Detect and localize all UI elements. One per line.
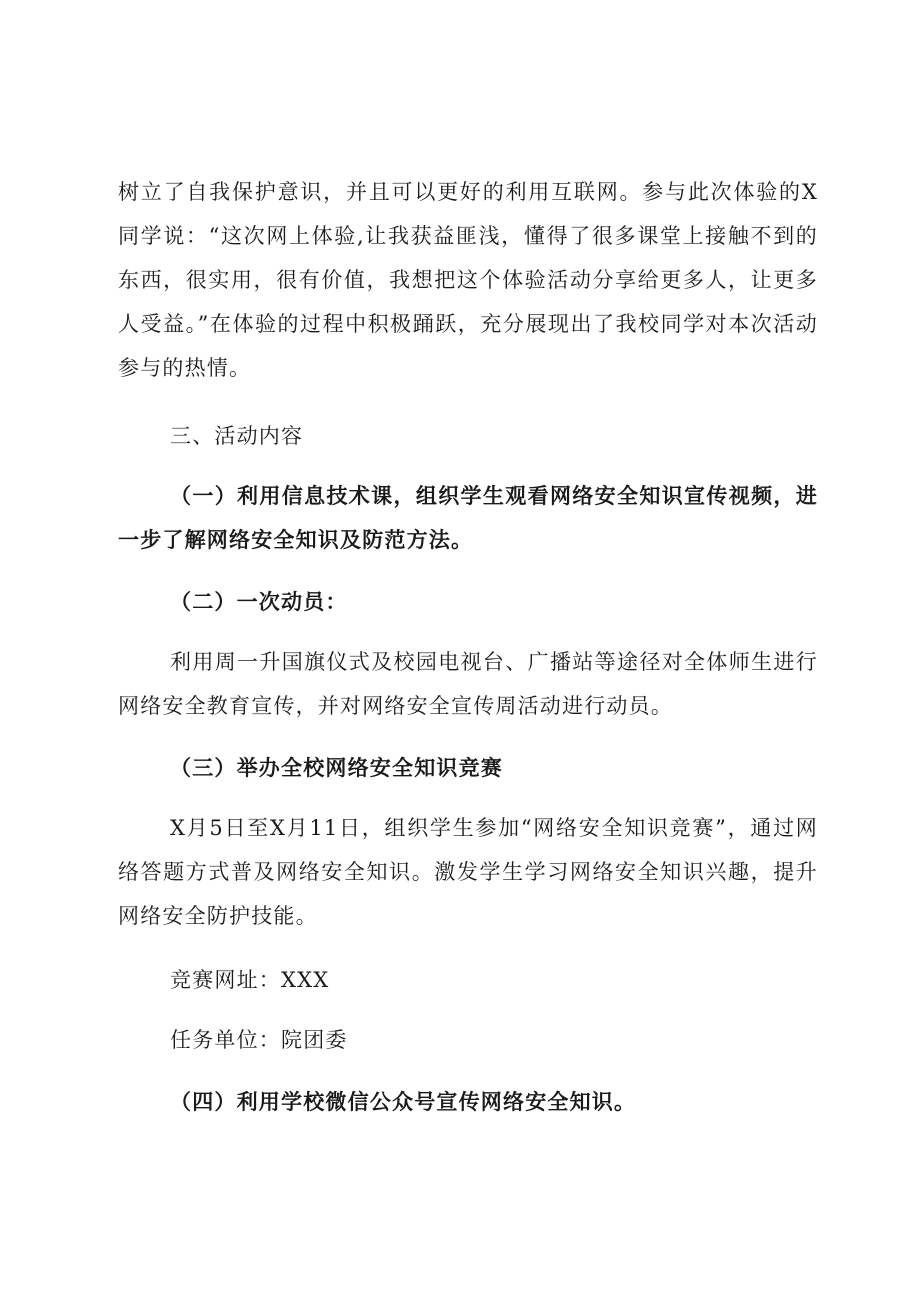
paragraph-mobilization: 利用周一升国旗仪式及校园电视台、广播站等途径对全体师生进行网络安全教育宣传，并对网络安全宣传周活动进行动员。 bbox=[118, 650, 818, 718]
subsection-knowledge-contest: （三）举办全校网络安全知识竞赛 bbox=[170, 755, 503, 780]
subsection-info-tech-class: （一）利用信息技术课，组织学生观看网络安全知识宣传视频，进一步了解网络安全知识及防范方法。 bbox=[118, 483, 818, 552]
paragraph-contest-details: X月5日至X月11日，组织学生参加“网络安全知识竞赛”，通过网络答题方式普及网络安全知识。激发学生学习网络安全知识兴趣，提升网络安全防护技能。 bbox=[118, 816, 818, 928]
subsection-wechat-promotion: （四）利用学校微信公众号宣传网络安全知识。 bbox=[170, 1089, 637, 1114]
responsible-unit-line: 任务单位：院团委 bbox=[170, 1028, 348, 1052]
contest-website-line: 竞赛网址：XXX bbox=[170, 968, 330, 992]
subsection-mobilization: （二）一次动员： bbox=[170, 589, 348, 614]
paragraph-experience-feedback: 树立了自我保护意识，并且可以更好的利用互联网。参与此次体验的X同学说：“这次网上体验,让我获益匪浅，懂得了很多课堂上接触不到的东西，很实用，很有价值，我想把这个体验活动分享给更多人，让更多人受益。”在体验的过程中积极踊跃，充分展现出了我校同学对本次活动参与的热情。 bbox=[118, 180, 818, 380]
section-heading-activity-content: 三、活动内容 bbox=[170, 424, 304, 448]
